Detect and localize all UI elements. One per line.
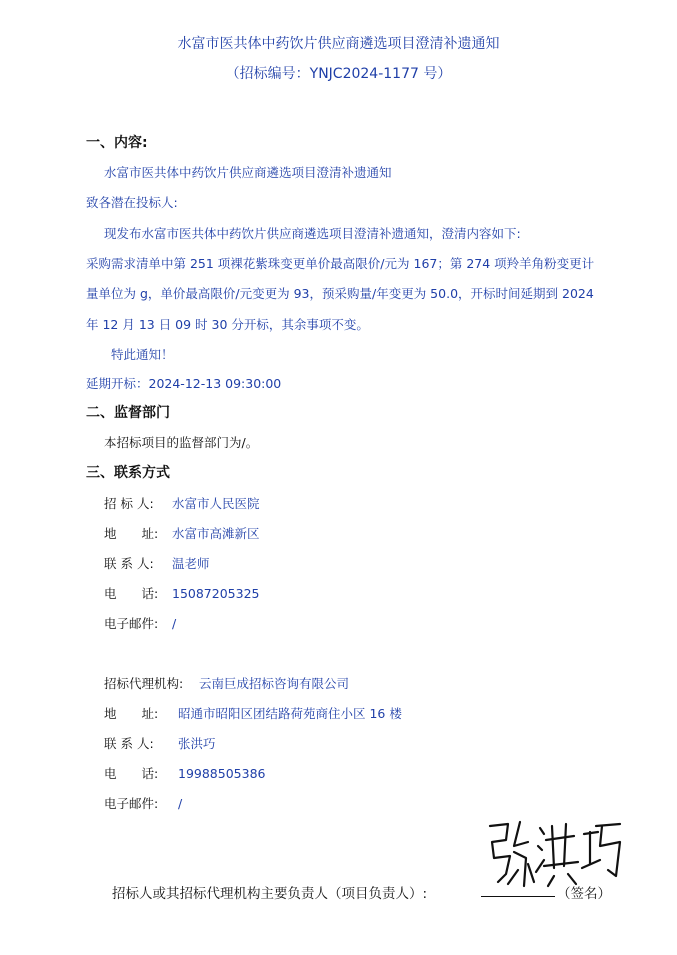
section-1-heading: 一、内容: — [86, 135, 148, 151]
agency-address-label: 地 址: — [104, 706, 159, 721]
agency-contact-value: 张洪巧 — [178, 736, 216, 751]
signature-prompt: 招标人或其招标代理机构主要负责人（项目负责人）: — [112, 886, 428, 902]
notice-text: 特此通知！ — [111, 347, 174, 362]
phone-value: 15087205325 — [172, 586, 260, 601]
contact-value: 温老师 — [172, 556, 210, 571]
signature-suffix: （签名） — [557, 886, 611, 902]
agency-phone-label: 电 话: — [104, 766, 159, 781]
body-line-3: 年 12 月 13 日 09 时 30 分开标，其余事项不变。 — [86, 317, 369, 332]
section-2-heading: 二、监督部门 — [86, 405, 170, 421]
notice-subject: 水富市医共体中药饮片供应商遴选项目澄清补遗通知 — [104, 165, 392, 180]
phone-label: 电 话: — [104, 586, 159, 601]
email-value: / — [172, 616, 177, 631]
agency-label: 招标代理机构: — [104, 676, 184, 691]
section-3-heading: 三、联系方式 — [86, 465, 170, 481]
handwritten-signature — [484, 812, 624, 892]
greeting: 致各潜在投标人: — [86, 195, 178, 210]
contact-label: 联 系 人: — [104, 556, 154, 571]
intro-text: 现发布水富市医共体中药饮片供应商遴选项目澄清补遗通知，澄清内容如下: — [104, 226, 521, 241]
bid-number: （招标编号：YNJC2024-1177 号） — [225, 66, 452, 82]
agency-value: 云南巨成招标咨询有限公司 — [199, 676, 350, 691]
tenderer-label: 招 标 人: — [104, 496, 154, 511]
agency-email-value: / — [178, 796, 183, 811]
doc-title: 水富市医共体中药饮片供应商遴选项目澄清补遗通知 — [177, 36, 500, 52]
agency-email-label: 电子邮件: — [104, 796, 159, 811]
email-label: 电子邮件: — [104, 616, 159, 631]
body-line-1: 采购需求清单中第 251 项裸花紫珠变更单价最高限价/元为 167；第 274 项羚羊角粉变更计 — [86, 256, 595, 271]
address-label: 地 址: — [104, 526, 159, 541]
tenderer-value: 水富市人民医院 — [172, 496, 260, 511]
agency-contact-label: 联 系 人: — [104, 736, 154, 751]
delay-opening: 延期开标：2024-12-13 09:30:00 — [86, 376, 282, 391]
body-line-2: 量单位为 g，单价最高限价/元变更为 93，预采购量/年变更为 50.0，开标时间延期到 2024 — [86, 286, 594, 301]
supervision-text: 本招标项目的监督部门为/。 — [104, 435, 259, 450]
signature-line — [481, 896, 555, 897]
agency-phone-value: 19988505386 — [178, 766, 266, 781]
address-value: 水富市高滩新区 — [172, 526, 260, 541]
agency-address-value: 昭通市昭阳区团结路荷苑商住小区 16 楼 — [178, 706, 402, 721]
